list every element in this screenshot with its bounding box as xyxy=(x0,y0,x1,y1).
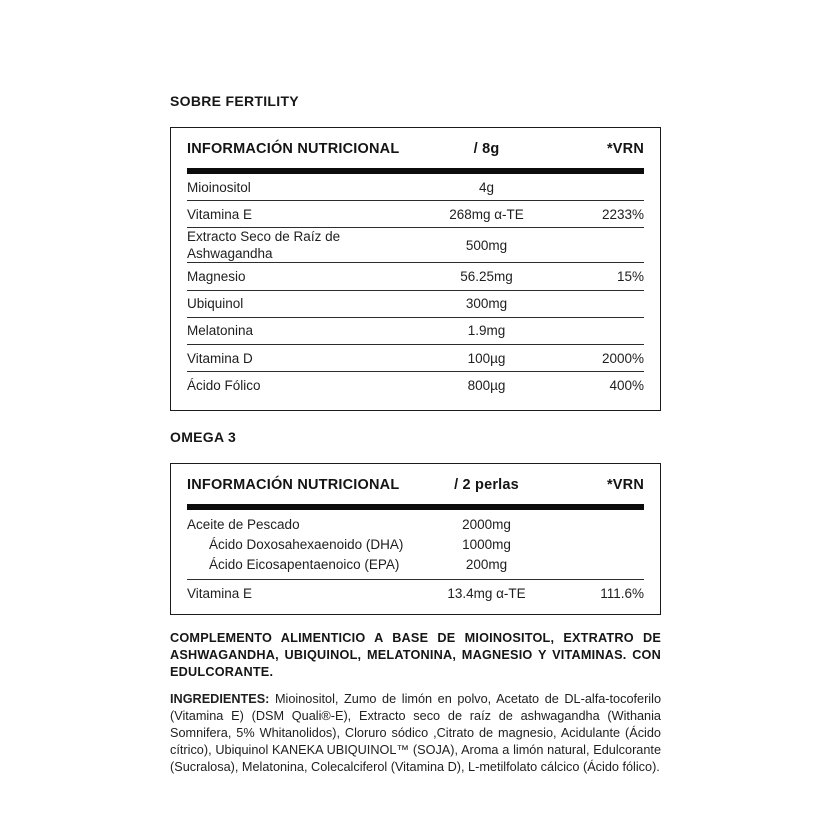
ingredients-label: INGREDIENTES: xyxy=(170,692,270,707)
nutrient-vrn: 400% xyxy=(609,377,644,393)
nutrient-name: Vitamina D xyxy=(187,350,253,366)
table-row xyxy=(187,227,644,262)
nutrition-header-vrn: *VRN xyxy=(606,477,644,494)
label-content xyxy=(170,92,661,776)
nutrient-amount: 300mg xyxy=(465,296,508,312)
nutrient-name: Vitamina E xyxy=(187,585,253,601)
section-title-sobre-fertility: SOBRE FERTILITY xyxy=(170,93,299,109)
nutrient-amount: 100µg xyxy=(467,350,506,366)
nutrient-vrn: 15% xyxy=(616,268,644,284)
nutrient-amount: 56.25mg xyxy=(460,268,513,284)
nutrient-name: Ácido Eicosapentaenoico (EPA) xyxy=(209,556,400,572)
nutrient-amount: 800µg xyxy=(467,377,506,393)
table-row xyxy=(187,514,644,534)
nutrient-amount: 2000mg xyxy=(462,516,511,532)
nutrient-name: Ácido Doxosahexaenoido (DHA) xyxy=(209,536,404,552)
table-row xyxy=(187,317,644,344)
nutrient-vrn: 2233% xyxy=(601,206,644,222)
table-row xyxy=(187,344,644,371)
table-row xyxy=(187,174,644,200)
omega3-table-header xyxy=(187,464,644,504)
ingredients-paragraph xyxy=(170,691,661,776)
nutrient-name: Ubiquinol xyxy=(187,296,244,312)
fertility-nutrition-table xyxy=(170,127,661,411)
table-row xyxy=(187,262,644,289)
nutrition-header-title: INFORMACIÓN NUTRICIONAL xyxy=(187,477,400,494)
nutrient-name: Mioinositol xyxy=(187,179,251,195)
nutrient-vrn: 2000% xyxy=(601,350,644,366)
omega3-table-rows xyxy=(187,510,644,606)
nutrient-amount: 1000mg xyxy=(462,536,511,552)
nutrient-name: Extracto Seco de Raíz de Ashwagandha xyxy=(187,229,341,262)
nutrient-amount: 200mg xyxy=(465,556,508,572)
nutrition-header-serving-size: / 2 perlas xyxy=(454,477,519,494)
nutrient-amount: 13.4mg α-TE xyxy=(447,585,526,601)
table-row xyxy=(187,200,644,227)
nutrient-name: Melatonina xyxy=(187,323,254,339)
nutrient-amount: 1.9mg xyxy=(467,323,506,339)
table-row xyxy=(187,371,644,398)
nutrient-vrn: 111.6% xyxy=(600,585,644,601)
omega3-nutrition-table xyxy=(170,463,661,614)
table-row xyxy=(187,579,644,606)
nutrition-header-serving-size: / 8g xyxy=(473,141,500,157)
nutrient-name: Magnesio xyxy=(187,268,246,284)
fertility-table-rows xyxy=(187,174,644,398)
supplement-description: COMPLEMENTO ALIMENTICIO A BASE DE MIOINOSITOL, EXTRATRO DE ASHWAGANDHA, UBIQUINOL, MELATONINA, MAGNESIO Y VITAMINAS. CON EDULCORANTE. xyxy=(170,630,661,679)
nutrient-amount: 500mg xyxy=(465,237,508,253)
table-row xyxy=(187,554,644,574)
nutrient-name: Aceite de Pescado xyxy=(187,516,300,532)
ingredients-text: Mioinositol, Zumo de limón en polvo, Acetato de DL-alfa-tocoferilo (Vitamina E) (DSM Quali®-E), Extracto seco de raíz de ashwagandha (Withania Somnifera, 5% Whitanolidos), Cloruro sódico ,Citrato de magnesio, Acidulante (Ácido cítrico), Ubiquinol KANEKA UBIQUINOL™ (SOJA), Aroma a limón natural, Edulcorante (Sucralosa), Melatonina, Colecalciferol (Vitamina D), L-metilfolato cálcico (Ácido fólico). xyxy=(170,692,661,774)
nutrient-name: Ácido Fólico xyxy=(187,377,261,393)
fertility-table-header xyxy=(187,128,644,168)
section-title-omega-3: OMEGA 3 xyxy=(170,429,237,446)
nutrient-amount: 4g xyxy=(478,179,495,195)
nutrient-amount: 268mg α-TE xyxy=(449,206,524,222)
nutrition-header-title: INFORMACIÓN NUTRICIONAL xyxy=(187,141,400,157)
nutrient-name: Vitamina E xyxy=(187,206,253,222)
table-row xyxy=(187,534,644,554)
table-row xyxy=(187,290,644,317)
nutrition-header-vrn: *VRN xyxy=(606,141,644,157)
